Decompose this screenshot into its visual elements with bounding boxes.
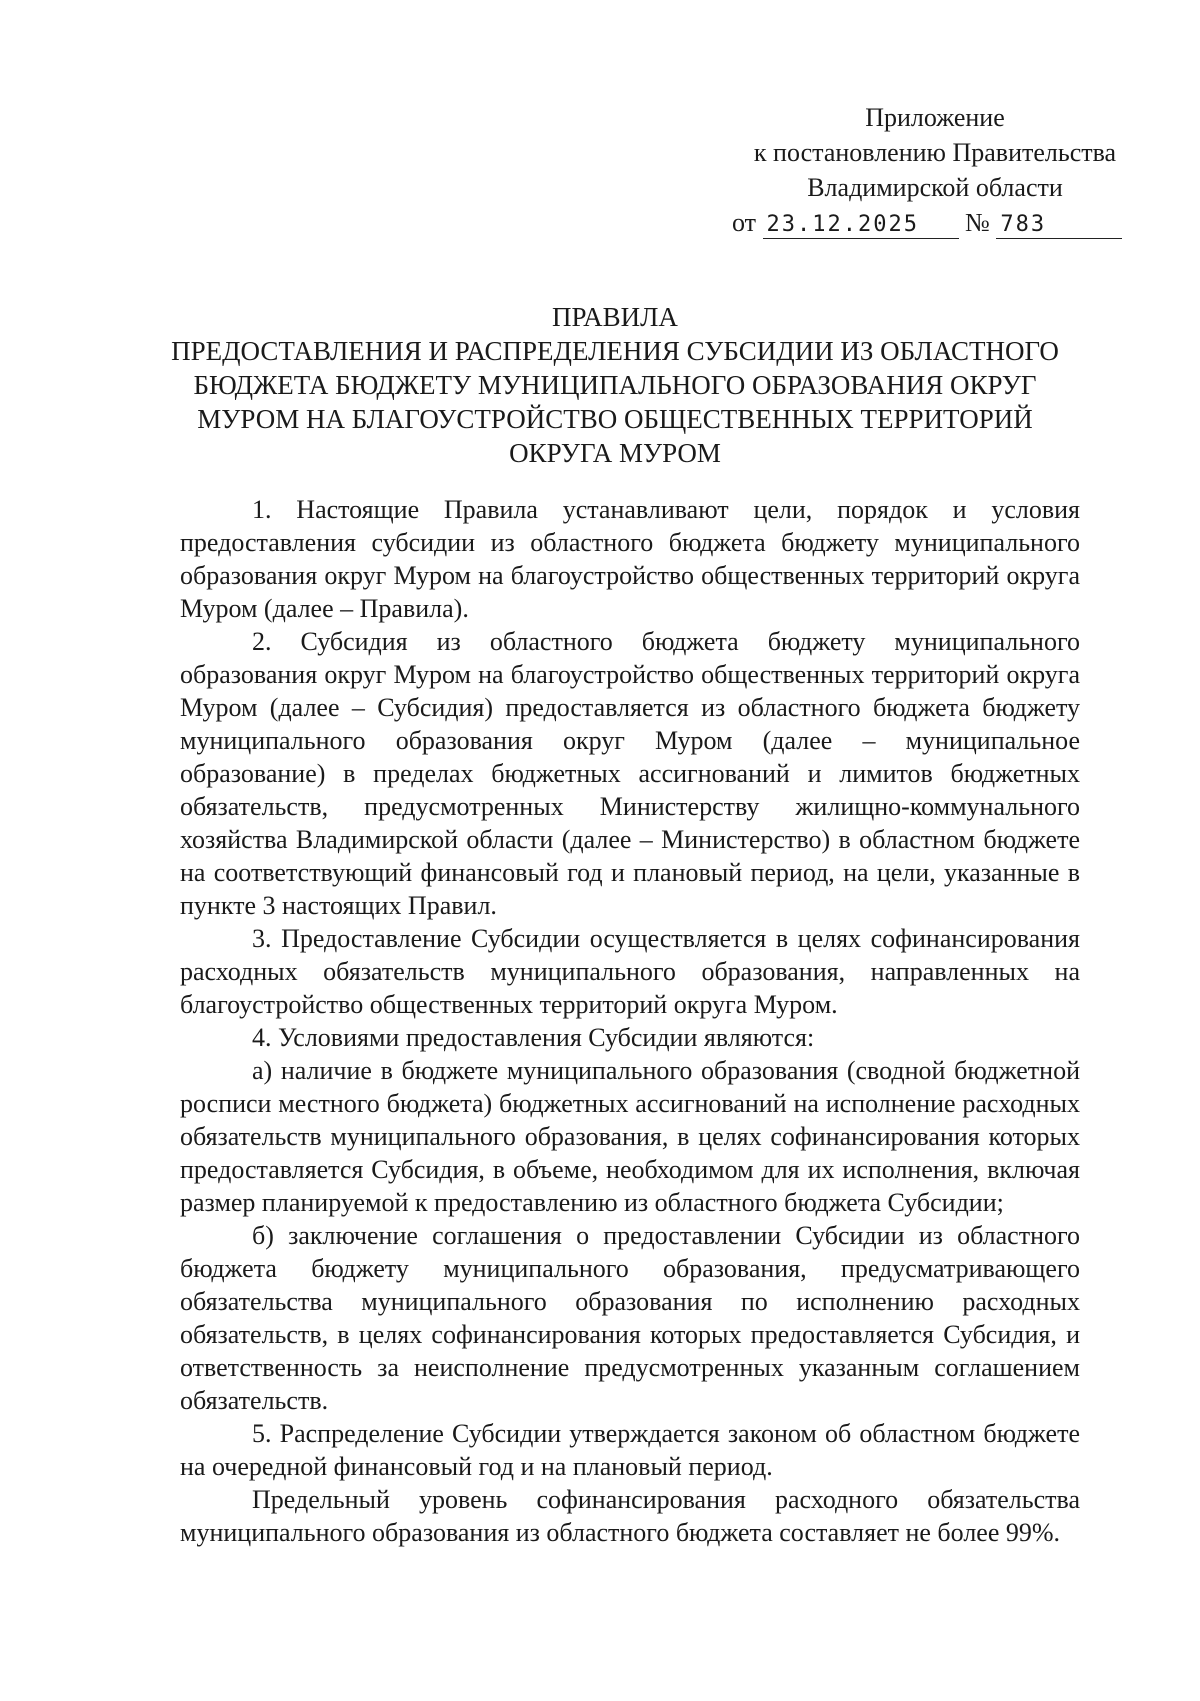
paragraph-5: 5. Распределение Субсидии утверждается законом об областном бюджете на очередной финансовый год и на плановый период. — [180, 1419, 1080, 1481]
appendix-reference: к постановлению Правительства — [753, 138, 1117, 167]
title-line: МУРОМ НА БЛАГОУСТРОЙСТВО ОБЩЕСТВЕННЫХ ТЕРРИТОРИЙ — [197, 404, 1033, 434]
appendix-block — [730, 100, 1140, 240]
appendix-heading: Приложение — [865, 103, 1005, 132]
resolution-date: 23.12.2025 — [763, 212, 959, 239]
title-line: ПРЕДОСТАВЛЕНИЯ И РАСПРЕДЕЛЕНИЯ СУБСИДИИ ИЗ ОБЛАСТНОГО — [171, 336, 1059, 366]
paragraph-3: 3. Предоставление Субсидии осуществляется в целях софинансирования расходных обязательств муниципального образования, направленных на благоустройство общественных территорий округа Муром. — [180, 924, 1080, 1019]
paragraph-2: 2. Субсидия из областного бюджета бюджету муниципального образования округ Муром на благоустройство общественных территорий округа Муром (далее – Субсидия) предоставляется из областного бюджета бюджету муниципального образования округ Муром (далее – муниципальное образование) в пределах бюджетных ассигнований и лимитов бюджетных обязательств, предусмотренных Министерству жилищно-коммунального хозяйства Владимирской области (далее – Министерство) в областном бюджете на соответствующий финансовый год и плановый период, на цели, указанные в пункте 3 настоящих Правил. — [180, 627, 1080, 920]
date-prefix: от — [732, 208, 757, 237]
appendix-date-line — [730, 205, 1140, 240]
document-body — [180, 493, 1080, 1549]
document-title — [160, 300, 1070, 470]
paragraph-1: 1. Настоящие Правила устанавливают цели, порядок и условия предоставления субсидии из областного бюджета бюджету муниципального образования округ Муром на благоустройство общественных территорий округа Муром (далее – Правила). — [180, 495, 1080, 623]
title-line: ПРАВИЛА — [552, 302, 678, 332]
paragraph-5-cofinancing-limit: Предельный уровень софинансирования расходного обязательства муниципального образования из областного бюджета составляет не более 99%. — [180, 1485, 1080, 1547]
paragraph-4: 4. Условиями предоставления Субсидии являются: — [252, 1023, 815, 1052]
title-line: БЮДЖЕТА БЮДЖЕТУ МУНИЦИПАЛЬНОГО ОБРАЗОВАНИЯ ОКРУГ — [193, 370, 1037, 400]
appendix-region: Владимирской области — [807, 173, 1063, 202]
subparagraph-a: а) наличие в бюджете муниципального образования (сводной бюджетной росписи местного бюджета) бюджетных ассигнований на исполнение расходных обязательств муниципального образования, в целях софинансирования которых предоставляется Субсидия, в объеме, необходимом для их исполнения, включая размер планируемой к предоставлению из областного бюджета Субсидии; — [180, 1056, 1080, 1217]
number-prefix: № — [965, 208, 990, 237]
resolution-number: 783 — [996, 212, 1122, 239]
title-line: ОКРУГА МУРОМ — [509, 438, 721, 468]
subparagraph-b: б) заключение соглашения о предоставлении Субсидии из областного бюджета бюджету муниципального образования, предусматривающего обязательства муниципального образования по исполнению расходных обязательств, в целях софинансирования которых предоставляется Субсидия, и ответственность за неисполнение предусмотренных указанным соглашением обязательств. — [180, 1221, 1080, 1415]
